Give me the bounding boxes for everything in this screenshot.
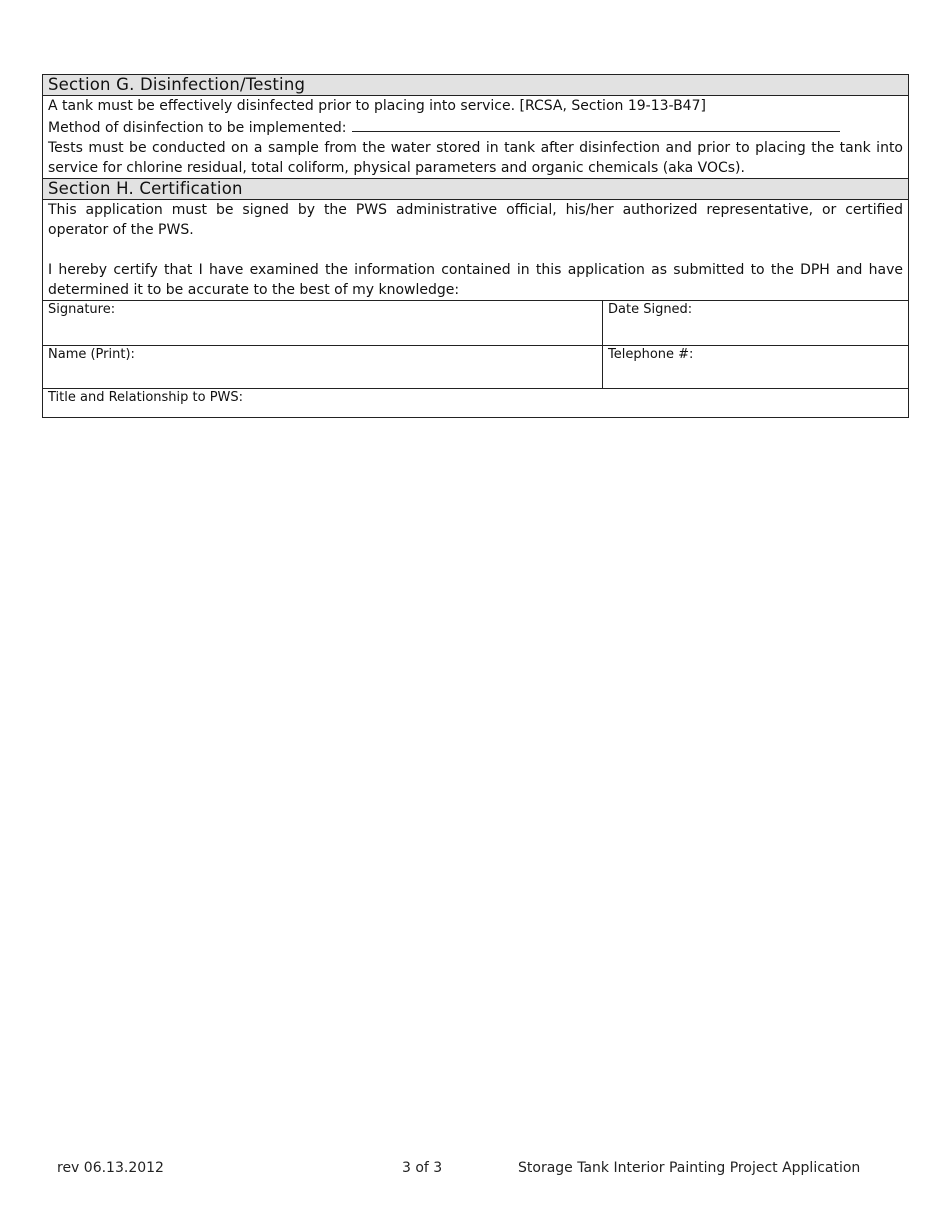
date-signed-label: Date Signed:	[608, 302, 693, 317]
application-form-table	[42, 74, 909, 418]
signature-field[interactable]	[43, 301, 603, 346]
title-relationship-label: Title and Relationship to PWS:	[48, 390, 244, 405]
name-print-field[interactable]	[43, 346, 603, 389]
footer-document-title: Storage Tank Interior Painting Project Application	[518, 1160, 861, 1176]
section-h-heading: Section H. Certification	[43, 179, 909, 200]
name-row	[43, 346, 909, 389]
section-g-heading: Section G. Disinfection/Testing	[43, 75, 909, 96]
disinfection-requirement-text: A tank must be effectively disinfected prior to placing into service. [RCSA, Section 19-13-B47]	[48, 98, 706, 114]
telephone-label: Telephone #:	[608, 347, 694, 362]
date-signed-field[interactable]	[603, 301, 909, 346]
section-h-header-row	[43, 179, 909, 200]
section-h-body	[43, 200, 909, 301]
signature-label: Signature:	[48, 302, 116, 317]
certification-statement-text: I hereby certify that I have examined the information contained in this application as submitted to the DPH and have determined it to be accurate to the best of my knowledge:	[48, 262, 903, 298]
name-print-label: Name (Print):	[48, 347, 135, 362]
section-g-body	[43, 96, 909, 179]
section-g-body-row	[43, 96, 909, 179]
section-h-body-row	[43, 200, 909, 301]
title-row	[43, 389, 909, 418]
method-of-disinfection-row	[48, 116, 903, 138]
method-of-disinfection-field[interactable]	[352, 116, 840, 132]
footer-page-number: 3 of 3	[402, 1160, 443, 1176]
footer-revision: rev 06.13.2012	[57, 1160, 164, 1176]
telephone-field[interactable]	[603, 346, 909, 389]
testing-requirement-text: Tests must be conducted on a sample from the water stored in tank after disinfection and prior to placing the tank into service for chlorine residual, total coliform, physical parameters and organic chemicals (aka VOCs).	[48, 140, 903, 176]
signature-row	[43, 301, 909, 346]
section-g-header-row	[43, 75, 909, 96]
paragraph-spacer	[48, 240, 903, 260]
method-of-disinfection-label: Method of disinfection to be implemented:	[48, 120, 347, 136]
signature-authority-text: This application must be signed by the PWS administrative official, his/her authorized representative, or certified operator of the PWS.	[48, 202, 903, 238]
title-relationship-field[interactable]	[43, 389, 909, 418]
